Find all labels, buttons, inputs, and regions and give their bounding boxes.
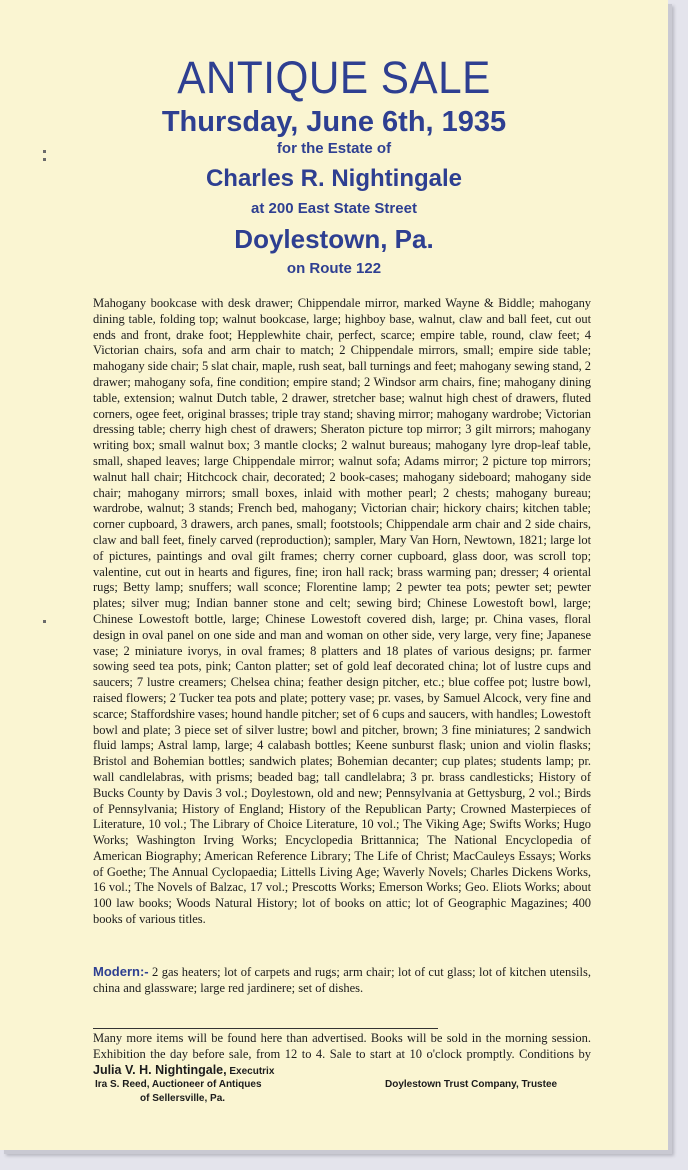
modern-text: 2 gas heaters; lot of carpets and rugs; arm chair; lot of cut glass; lot of kitchen utensils, china and glassware; large red jardinere; set of dishes. — [93, 965, 591, 995]
estate-intro: for the Estate of — [276, 140, 392, 157]
sale-address: at 200 East State Street — [251, 200, 417, 217]
flyer-header — [0, 52, 668, 279]
executrix-title: Executrix — [226, 1066, 275, 1077]
auctioneer-town: of Sellersville, Pa. — [140, 1093, 226, 1104]
sale-date: Thursday, June 6th, 1935 — [161, 106, 507, 138]
executrix-name: Julia V. H. Nightingale, — [93, 1063, 227, 1077]
inventory-list: Mahogany bookcase with desk drawer; Chippendale mirror, marked Wayne & Biddle; mahogany dining table, folding top; walnut bookcase, large; highboy base, walnut, claw and ball feet, cut out ends and front, drake foot; Hepplewhite chair, perfect, scarce; empire table, round, claw feet; 4 Victorian chairs, sofa and arm chair to match; 2 Chippendale mirrors, small; empire side table; mahogany side chair; 5 slat chair, maple, rush seat, ball turnings and feet; mahogany sewing stand, 2 drawer; mahogany sofa, fine condition; empire stand; 2 Windsor arm chairs, fine; mahogany dining table, extension; walnut Dutch table, 2 drawer, stretcher base; walnut high chest of drawers, fluted corners, ogee feet, original brasses; triple tray stand; shaving mirror; mahogany wardrobe; Victorian dressing table; cherry high chest of drawers; Sheraton picture top mirror; 3 gilt mirrors; mahogany writing box; small walnut box; 3 mantle clocks; 2 walnut bureaus; mahogany lyre drop-leaf table, small, shaped leaves; large Chippendale mirror; walnut sofa; Adams mirror; 2 picture top mirrors; walnut hall chair; Hitchcock chair, decorated; 2 book-cases; mahogany sideboard; mahogany side chair; mahogany mirrors; small boxes, inlaid with mother pearl; 2 chests; mahogany bureau; wardrobe, walnut; 3 stands; French bed, mahogany; Victorian chair; hickory chairs; kitchen table; corner cupboard, 3 drawers, arch panes, small; footstools; Chippendale arm chair and 2 side chairs, claw and ball feet, finely carved (reproduction); sampler, Mary Van Horn, Newtown, 1821; large lot of pictures, paintings and oval gilt frames; cherry corner cupboard, glass door, was scroll top; valentine, cut out in hearts and figures, fine; iron hall rack; brass warming pan; dresser; 4 oriental rugs; Betty lamp; snuffers; wall sconce; Florentine lamp; 2 pewter tea pots; pewter set; pewter plates; silver mug; Indian banner stone and celt; sewing bird; Chinese Lowestoft bowl, large; Chinese Lowestoft bottle, large; Chinese Lowestoft covered dish, large; pr. China vases, floral design in oval panel on one side and man and woman on other side, very large, very fine; Japanese vase; 2 miniature ivorys, in oval frames; 8 platters and 18 plates of various designs; pr. farmer sowing seed tea pots, pink; Canton platter; set of gold leaf decorated china; lot of lustre cups and saucers; 7 lustre creamers; Chelsea china; feather design pitcher, etc.; blue coffee pot; lustre bowl, raised flowers; 2 Tucker tea pots and plate; pottery vase; pr. vases, by Samuel Alcock, very fine and scarce; Staffordshire vases; hound handle pitcher; set of 6 cups and saucers, with handles; Lowestoft bowl and plate; 3 piece set of silver lustre; bowl and pitcher, brown; 3 fine miniatures; 2 sandwich fluid lamps; Astral lamp, large; 4 calabash bottles; Keene sunburst flask; union and violin flasks; Bristol and Bohemian bottles; sandwich plates; Bohemian decanter; cup plates; students lamp; pr. wall candlelabras, with prisms; beaded bag; tall candlelabra; 3 pr. brass candlesticks; History of Bucks County by Davis 3 vol.; Doylestown, old and new; Pennsylvania at Gettysburg, 2 vol.; Birds of Pennsylvania; History of England; History of the Republican Party; Crowned Masterpieces of Literature, 10 vol.; The Library of Choice Literature, 10 vol.; The Viking Age; Swifts Works; Hugo Works; Washington Irving Works; Encyclopedia Brittannica; The National Encyclopedia of American Biography; American Reference Library; The Life of Christ; MacCauleys Essays; Works of Goethe; The Annual Cyclopaedia; Littells Living Age; Waverly Novels; Charles Dickens Works, 16 vol.; The Novels of Balzac, 17 vol.; Prescotts Works; Emerson Works; Geo. Eliots Works; about 100 law books; Woods Natural History; lot of books on attic; lot of Geographic Magazines; 400 books of various titles. — [93, 296, 591, 927]
sale-notice — [93, 1030, 591, 1080]
auctioneer: Ira S. Reed, Auctioneer of Antiques — [95, 1079, 262, 1090]
modern-label: Modern:- — [93, 964, 149, 979]
sale-title: ANTIQUE SALE — [177, 52, 491, 103]
notice-text: Many more items will be found here than advertised. Books will be sold in the morning session. Exhibition the day before sale, from 12 to 4. Sale to start at 10 o'clock promptly. Conditions by — [93, 1031, 591, 1061]
sale-route: on Route 122 — [286, 260, 382, 277]
sale-city: Doylestown, Pa. — [234, 224, 434, 254]
staple-mark — [43, 620, 46, 623]
divider — [93, 1028, 438, 1029]
estate-name: Charles R. Nightingale — [205, 165, 463, 192]
trustee: Doylestown Trust Company, Trustee — [385, 1079, 558, 1090]
modern-items — [93, 964, 591, 997]
